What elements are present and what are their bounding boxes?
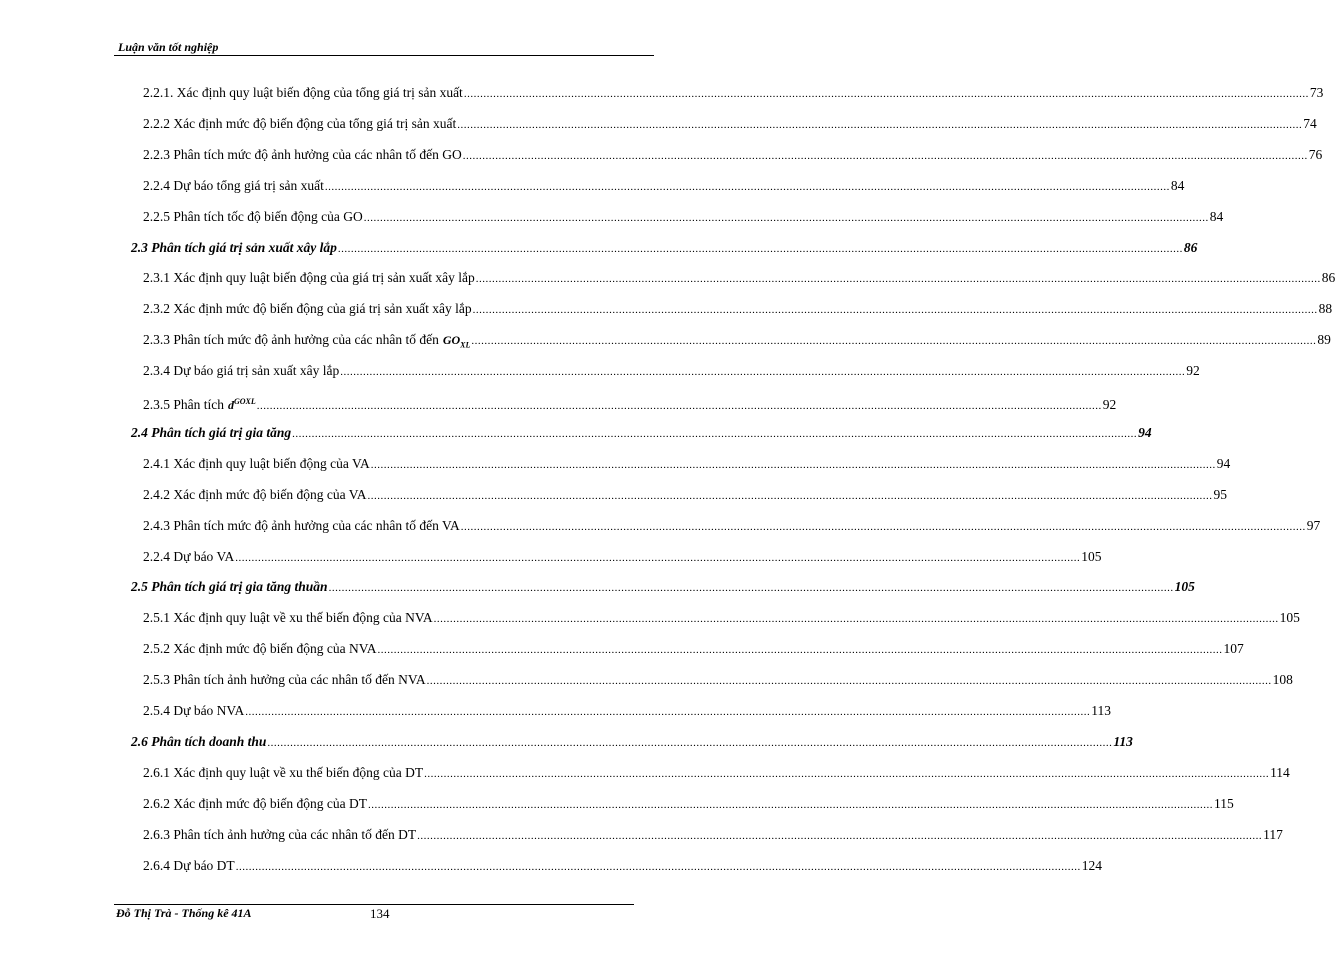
toc-page-number: 94 [1138,424,1152,440]
toc-page-number: 107 [1223,641,1244,657]
toc-entry-label: 2.5.3 Phân tích ảnh hưởng của các nhân tố đến NVA [143,672,426,688]
toc-entry [143,825,1283,845]
toc-entry-label: 2.3 Phân tích giá trị sản xuất xây lắp [131,239,337,255]
toc-page-number: 105 [1174,579,1195,595]
toc-leader-dots: .................................................................................................................................................................................................................................................................... [462,149,1308,162]
toc-page-number: 105 [1279,610,1300,626]
toc-entry-label: 2.3.2 Xác định mức độ biến động của giá trị sản xuất xây lắp [143,301,472,317]
toc-page-number: 73 [1309,85,1324,100]
toc-leader-dots: .................................................................................................................................................................................................................................................................... [363,211,1209,224]
toc-page-number: 84 [1170,177,1185,193]
toc-leader-dots: .................................................................................................................................................................................................................................................................... [370,458,1216,471]
toc-leader-dots: .................................................................................................................................................................................................................................................................... [460,520,1306,533]
toc-leader-dots: .................................................................................................................................................................................................................................................................... [472,304,1318,317]
toc-section-entry [131,577,1195,597]
toc-page-number: 113 [1091,703,1111,718]
toc-page-number: 86 [1321,270,1335,286]
toc-page-number: 94 [1216,455,1231,471]
toc-entry-symbol: $d^{GOXL}$ [228,397,256,412]
toc-entry-label: 2.4.2 Xác định mức độ biến động của VA [143,486,367,502]
toc-entry-label: 2.2.1. Xác định quy luật biến động của tổng giá trị sản xuất [143,85,463,100]
toc-leader-dots: .................................................................................................................................................................................................................................................................... [292,427,1138,440]
toc-page-number: 86 [1183,239,1198,255]
toc-section-entry [131,732,1133,752]
toc-leader-dots: .................................................................................................................................................................................................................................................................... [424,767,1270,780]
toc-entry [143,794,1234,814]
toc-leader-dots: .................................................................................................................................................................................................................................................................... [367,489,1213,502]
toc-leader-dots: .................................................................................................................................................................................................................................................................... [433,613,1279,626]
toc-page-number: 76 [1308,146,1323,162]
toc-leader-dots: .................................................................................................................................................................................................................................................................... [328,582,1174,595]
toc-page-number: 92 [1102,397,1117,412]
toc-leader-dots: .................................................................................................................................................................................................................................................................... [457,118,1303,131]
toc-leader-dots: .................................................................................................................................................................................................................................................................... [245,706,1091,718]
toc-leader-dots: .................................................................................................................................................................................................................................................................... [235,860,1081,873]
toc-entry [143,330,1331,350]
toc-page-number: 105 [1081,548,1102,564]
toc-entry [143,763,1290,783]
toc-page-number: 97 [1306,517,1321,533]
toc-entry-label: 2.3.3 Phân tích mức độ ảnh hưởng của các nhân tố đến [143,332,439,348]
toc-entry [143,114,1317,134]
toc-entry [143,268,1335,288]
toc-entry [143,207,1224,227]
toc-entry-label: 2.5.1 Xác định quy luật về xu thế biến động của NVA [143,610,433,626]
toc-entry-label: 2.6.3 Phân tích ảnh hưởng của các nhân tố đến DT [143,826,417,842]
toc-entry-label: 2.3.4 Dự báo giá trị sản xuất xây lắp [143,363,340,379]
toc-entry-label: 2.3.1 Xác định quy luật biến động của giá trị sản xuất xây lắp [143,270,475,286]
toc-entry-label: 2.2.4 Dự báo tổng giá trị sản xuất [143,177,324,193]
footer-page-number: 134 [370,906,390,921]
toc-entry-symbol: $GO_{XL}$ [442,333,471,350]
toc-entry [143,361,1200,381]
toc-entry [143,299,1333,319]
toc-entry-label: 2.2.3 Phân tích mức độ ảnh hưởng của các nhân tố đến GO [143,146,462,162]
toc-entry [143,547,1102,567]
toc-page-number: 88 [1318,301,1333,317]
toc-entry-label: 2.4.3 Phân tích mức độ ảnh hưởng của các nhân tố đến VA [143,517,460,533]
toc-leader-dots: .................................................................................................................................................................................................................................................................... [340,366,1186,379]
toc-leader-dots: .................................................................................................................................................................................................................................................................... [368,798,1214,811]
toc-entry [143,392,1117,412]
toc-page-number: 113 [1113,733,1133,749]
toc-section-entry [131,238,1198,258]
toc-section-entry [131,423,1152,443]
running-header: Luận văn tốt nghiệp [118,40,219,54]
toc-leader-dots: .................................................................................................................................................................................................................................................................... [256,400,1102,412]
toc-leader-dots: .................................................................................................................................................................................................................................................................... [235,551,1081,564]
toc-entry [143,639,1244,659]
toc-entry [143,608,1300,628]
toc-page-number: 124 [1081,857,1102,873]
toc-entry-label: 2.6.2 Xác định mức độ biến động của DT [143,795,368,811]
toc-leader-dots: .................................................................................................................................................................................................................................................................... [267,736,1113,749]
footer-rule [114,904,634,905]
toc-page-number: 114 [1270,764,1290,780]
toc-page-number: 117 [1263,826,1283,842]
toc-leader-dots: .................................................................................................................................................................................................................................................................... [417,829,1263,842]
toc-entry [143,176,1185,196]
toc-entry [143,516,1321,536]
toc-entry-label: 2.6 Phân tích doanh thu [131,733,267,749]
header-rule [114,55,654,56]
toc-entry-label: 2.2.5 Phân tích tốc độ biến động của GO [143,208,363,224]
toc-page-number: 115 [1214,795,1234,811]
toc-page-number: 95 [1213,486,1228,502]
toc-entry-label: 2.6.1 Xác định quy luật về xu thế biến động của DT [143,764,424,780]
toc-leader-dots: .................................................................................................................................................................................................................................................................... [377,644,1223,657]
toc-entry-label: 2.2.2 Xác định mức độ biến động của tổng giá trị sản xuất [143,115,457,131]
toc-leader-dots: .................................................................................................................................................................................................................................................................... [426,675,1272,688]
toc-leader-dots: .................................................................................................................................................................................................................................................................... [463,88,1309,100]
toc-leader-dots: .................................................................................................................................................................................................................................................................... [324,180,1170,193]
toc-entry [143,83,1324,103]
toc-page-number: 108 [1272,672,1293,688]
toc-page-number: 84 [1209,208,1224,224]
toc-entry-label: 2.2.4 Dự báo VA [143,548,235,564]
toc-entry [143,485,1228,505]
toc-entry [143,670,1293,690]
toc-entry-label: 2.3.5 Phân tích [143,397,224,412]
toc-entry [143,145,1323,165]
toc-entry-label: 2.6.4 Dự báo DT [143,857,235,873]
toc-entry [143,856,1102,876]
toc-entry-label: 2.5.4 Dự báo NVA [143,703,245,718]
toc-entry-label: 2.5 Phân tích giá trị gia tăng thuần [131,579,328,595]
toc-leader-dots: .................................................................................................................................................................................................................................................................... [337,242,1183,255]
toc-page-number: 92 [1186,363,1200,379]
toc-leader-dots: .................................................................................................................................................................................................................................................................... [475,273,1321,286]
toc-page-number: 74 [1303,115,1317,131]
toc-entry-label: 2.4 Phân tích giá trị gia tăng [131,424,292,440]
toc-leader-dots: .................................................................................................................................................................................................................................................................... [471,335,1317,348]
toc-entry-label: 2.5.2 Xác định mức độ biến động của NVA [143,641,377,657]
toc-entry-label: 2.4.1 Xác định quy luật biến động của VA [143,455,370,471]
toc-entry [143,454,1231,474]
footer-author: Đỗ Thị Trà - Thống kê 41A [116,906,252,920]
toc-entry [143,701,1111,721]
toc-page-number: 89 [1317,332,1331,348]
